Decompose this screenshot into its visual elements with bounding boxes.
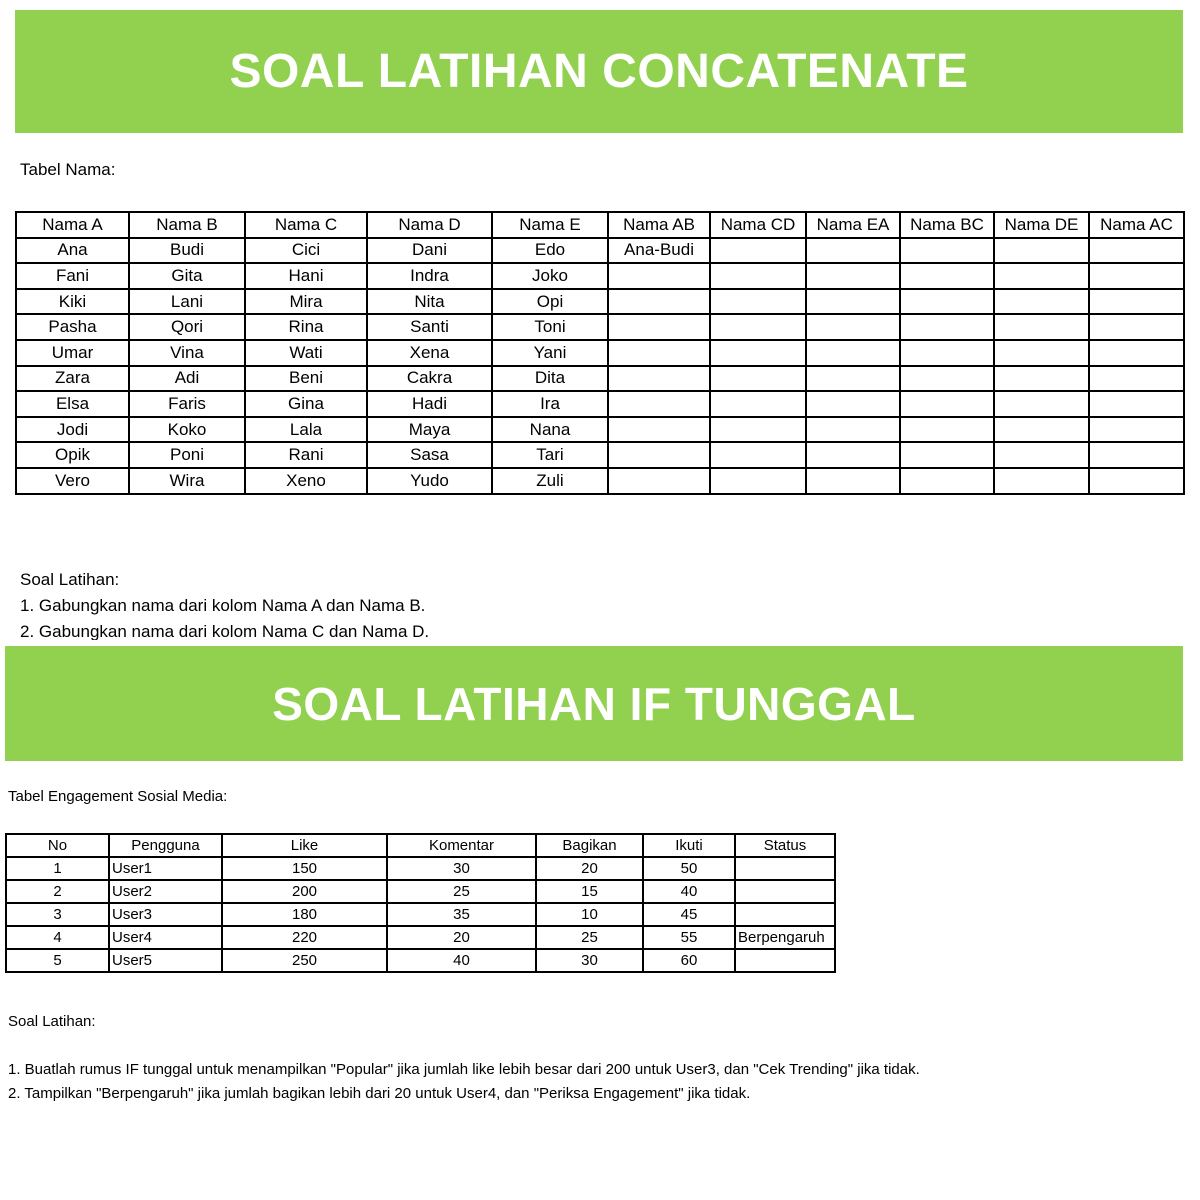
column-header: Nama A	[16, 212, 129, 238]
table-cell[interactable]: 30	[536, 949, 643, 972]
table-row	[16, 366, 1184, 392]
table-cell[interactable]: Fani	[16, 263, 129, 289]
table-cell[interactable]: 4	[6, 926, 109, 949]
table-header-row	[16, 212, 1184, 238]
table-cell[interactable]	[735, 949, 835, 972]
table-row	[16, 468, 1184, 494]
column-header: Nama DE	[994, 212, 1089, 238]
table-cell[interactable]	[806, 417, 900, 443]
column-header: Nama AC	[1089, 212, 1184, 238]
table-cell[interactable]	[994, 289, 1089, 315]
table-cell[interactable]: Lala	[245, 417, 367, 443]
table-cell[interactable]	[608, 417, 710, 443]
table-cell[interactable]: 15	[536, 880, 643, 903]
table-cell[interactable]	[710, 468, 806, 494]
table-cell[interactable]: 35	[387, 903, 536, 926]
table-cell[interactable]	[900, 417, 994, 443]
table-cell[interactable]: Rina	[245, 314, 367, 340]
table-cell[interactable]	[994, 442, 1089, 468]
exercise-2-2: 2. Tampilkan "Berpengaruh" jika jumlah bagikan lebih dari 20 untuk User4, dan "Periksa Engagement" jika tidak.	[8, 1085, 751, 1101]
table-row	[16, 442, 1184, 468]
table-cell[interactable]	[994, 340, 1089, 366]
table-cell[interactable]: Pasha	[16, 314, 129, 340]
column-header: Nama E	[492, 212, 608, 238]
table-row	[6, 949, 835, 972]
column-header: Nama CD	[710, 212, 806, 238]
table-cell[interactable]: Rani	[245, 442, 367, 468]
table-cell[interactable]	[710, 238, 806, 264]
table-cell[interactable]	[1089, 366, 1184, 392]
table-cell[interactable]	[806, 391, 900, 417]
table-cell[interactable]: Adi	[129, 366, 245, 392]
table-row	[6, 857, 835, 880]
table-cell[interactable]: Yani	[492, 340, 608, 366]
table-row	[16, 340, 1184, 366]
table-cell[interactable]: Gita	[129, 263, 245, 289]
table-header-row	[6, 834, 835, 857]
table-cell[interactable]	[806, 468, 900, 494]
table-cell[interactable]: Faris	[129, 391, 245, 417]
table-label-nama: Tabel Nama:	[20, 160, 116, 179]
table-cell[interactable]: 20	[387, 926, 536, 949]
table-row	[16, 391, 1184, 417]
table-row	[16, 238, 1184, 264]
table-cell[interactable]: Hani	[245, 263, 367, 289]
table-cell[interactable]: Toni	[492, 314, 608, 340]
table-cell[interactable]: Lani	[129, 289, 245, 315]
table-cell[interactable]: User4	[109, 926, 222, 949]
table-cell[interactable]: Cakra	[367, 366, 492, 392]
table-cell[interactable]	[994, 263, 1089, 289]
table-cell[interactable]: 220	[222, 926, 387, 949]
table-cell[interactable]	[1089, 314, 1184, 340]
table-label-engagement: Tabel Engagement Sosial Media:	[8, 788, 228, 805]
table-cell[interactable]	[806, 238, 900, 264]
table-cell[interactable]: Dita	[492, 366, 608, 392]
table-cell[interactable]: Jodi	[16, 417, 129, 443]
table-cell[interactable]	[900, 442, 994, 468]
table-cell[interactable]	[994, 417, 1089, 443]
column-header: Nama D	[367, 212, 492, 238]
table-cell[interactable]	[608, 391, 710, 417]
table-cell[interactable]: 20	[536, 857, 643, 880]
table-cell[interactable]	[710, 391, 806, 417]
table-cell[interactable]	[1089, 442, 1184, 468]
table-cell[interactable]: Wati	[245, 340, 367, 366]
table-cell[interactable]: Opik	[16, 442, 129, 468]
exercise-label-1: Soal Latihan:	[20, 570, 120, 589]
table-cell[interactable]: Qori	[129, 314, 245, 340]
table-cell[interactable]	[608, 442, 710, 468]
table-cell[interactable]: 150	[222, 857, 387, 880]
table-cell[interactable]: 180	[222, 903, 387, 926]
table-cell[interactable]	[710, 289, 806, 315]
table-cell[interactable]	[710, 263, 806, 289]
table-cell[interactable]	[608, 468, 710, 494]
engagement-table	[5, 833, 836, 973]
column-header: Komentar	[387, 834, 536, 857]
table-cell[interactable]	[1089, 289, 1184, 315]
table-cell[interactable]: Tari	[492, 442, 608, 468]
table-row	[16, 289, 1184, 315]
table-cell[interactable]: 25	[387, 880, 536, 903]
table-cell[interactable]: User1	[109, 857, 222, 880]
table-cell[interactable]: Yudo	[367, 468, 492, 494]
table-cell[interactable]	[735, 880, 835, 903]
table-cell[interactable]	[1089, 238, 1184, 264]
table-cell[interactable]: Vero	[16, 468, 129, 494]
table-cell[interactable]	[1089, 417, 1184, 443]
table-cell[interactable]: 250	[222, 949, 387, 972]
table-cell[interactable]: Opi	[492, 289, 608, 315]
table-cell[interactable]: 200	[222, 880, 387, 903]
table-cell[interactable]: Kiki	[16, 289, 129, 315]
table-cell[interactable]: Ira	[492, 391, 608, 417]
table-cell[interactable]: 55	[643, 926, 735, 949]
table-row	[16, 314, 1184, 340]
table-cell[interactable]	[994, 468, 1089, 494]
table-cell[interactable]: Zara	[16, 366, 129, 392]
table-cell[interactable]: 3	[6, 903, 109, 926]
table-cell[interactable]	[900, 366, 994, 392]
table-cell[interactable]: User5	[109, 949, 222, 972]
title-banner-if-tunggal: SOAL LATIHAN IF TUNGGAL	[5, 646, 1183, 761]
table-cell[interactable]	[735, 903, 835, 926]
table-row	[6, 926, 835, 949]
column-header: Nama B	[129, 212, 245, 238]
table-cell[interactable]	[710, 442, 806, 468]
table-cell[interactable]: Koko	[129, 417, 245, 443]
exercise-label-2: Soal Latihan:	[8, 1013, 96, 1030]
table-row	[6, 880, 835, 903]
table-cell[interactable]	[806, 289, 900, 315]
table-cell[interactable]: Zuli	[492, 468, 608, 494]
column-header: No	[6, 834, 109, 857]
table-cell[interactable]: 30	[387, 857, 536, 880]
table-cell[interactable]	[994, 238, 1089, 264]
table-cell[interactable]	[900, 340, 994, 366]
table-cell[interactable]: 50	[643, 857, 735, 880]
table-cell[interactable]	[806, 442, 900, 468]
table-cell[interactable]	[710, 340, 806, 366]
table-cell[interactable]: Nana	[492, 417, 608, 443]
table-cell[interactable]: User3	[109, 903, 222, 926]
table-cell[interactable]: Maya	[367, 417, 492, 443]
table-cell[interactable]	[735, 857, 835, 880]
table-cell[interactable]: Berpengaruh	[735, 926, 835, 949]
table-cell[interactable]: Beni	[245, 366, 367, 392]
table-cell[interactable]	[806, 314, 900, 340]
column-header: Nama EA	[806, 212, 900, 238]
table-cell[interactable]: 25	[536, 926, 643, 949]
table-cell[interactable]: Edo	[492, 238, 608, 264]
table-cell[interactable]: 5	[6, 949, 109, 972]
column-header: Ikuti	[643, 834, 735, 857]
table-cell[interactable]: Ana	[16, 238, 129, 264]
column-header: Bagikan	[536, 834, 643, 857]
table-cell[interactable]	[608, 366, 710, 392]
table-cell[interactable]: Santi	[367, 314, 492, 340]
column-header: Like	[222, 834, 387, 857]
table-cell[interactable]: 45	[643, 903, 735, 926]
table-cell[interactable]: Gina	[245, 391, 367, 417]
table-cell[interactable]: Nita	[367, 289, 492, 315]
table-cell[interactable]: Hadi	[367, 391, 492, 417]
table-cell[interactable]	[900, 289, 994, 315]
table-cell[interactable]: 2	[6, 880, 109, 903]
table-cell[interactable]	[900, 238, 994, 264]
exercise-1-2: 2. Gabungkan nama dari kolom Nama C dan Nama D.	[20, 622, 430, 640]
table-cell[interactable]: 40	[387, 949, 536, 972]
table-row	[6, 903, 835, 926]
table-cell[interactable]	[1089, 391, 1184, 417]
table-cell[interactable]	[608, 289, 710, 315]
table-cell[interactable]	[1089, 340, 1184, 366]
exercise-2-1: 1. Buatlah rumus IF tunggal untuk menampilkan "Popular" jika jumlah like lebih besar dari 200 untuk User3, dan "Cek Trending" jika tidak.	[8, 1061, 920, 1078]
table-cell[interactable]	[608, 263, 710, 289]
table-cell[interactable]	[994, 366, 1089, 392]
table-cell[interactable]: User2	[109, 880, 222, 903]
title-banner-concatenate: SOAL LATIHAN CONCATENATE	[15, 10, 1183, 133]
table-cell[interactable]: Elsa	[16, 391, 129, 417]
table-cell[interactable]	[1089, 263, 1184, 289]
table-cell[interactable]: Cici	[245, 238, 367, 264]
table-cell[interactable]	[900, 263, 994, 289]
exercise-1-1: 1. Gabungkan nama dari kolom Nama A dan Nama B.	[20, 596, 426, 615]
table-cell[interactable]	[710, 314, 806, 340]
column-header: Pengguna	[109, 834, 222, 857]
table-row	[16, 263, 1184, 289]
table-cell[interactable]	[994, 391, 1089, 417]
table-cell[interactable]: Poni	[129, 442, 245, 468]
table-cell[interactable]: Wira	[129, 468, 245, 494]
table-cell[interactable]	[806, 366, 900, 392]
table-cell[interactable]	[806, 263, 900, 289]
table-cell[interactable]	[608, 340, 710, 366]
table-cell[interactable]: Umar	[16, 340, 129, 366]
table-cell[interactable]	[710, 366, 806, 392]
table-cell[interactable]: Xena	[367, 340, 492, 366]
column-header: Nama BC	[900, 212, 994, 238]
table-cell[interactable]: Indra	[367, 263, 492, 289]
table-cell[interactable]	[900, 391, 994, 417]
table-cell[interactable]: 60	[643, 949, 735, 972]
table-cell[interactable]	[710, 417, 806, 443]
table-cell[interactable]: 1	[6, 857, 109, 880]
column-header: Nama C	[245, 212, 367, 238]
table-cell[interactable]: Sasa	[367, 442, 492, 468]
table-row	[16, 417, 1184, 443]
table-cell[interactable]: Budi	[129, 238, 245, 264]
table-cell[interactable]: Vina	[129, 340, 245, 366]
table-cell[interactable]	[900, 314, 994, 340]
column-header: Status	[735, 834, 835, 857]
table-cell[interactable]: Ana-Budi	[608, 238, 710, 264]
table-cell[interactable]	[806, 340, 900, 366]
table-cell[interactable]: 10	[536, 903, 643, 926]
table-cell[interactable]: Dani	[367, 238, 492, 264]
table-cell[interactable]: Xeno	[245, 468, 367, 494]
table-cell[interactable]	[1089, 468, 1184, 494]
column-header: Nama AB	[608, 212, 710, 238]
table-cell[interactable]: Mira	[245, 289, 367, 315]
table-cell[interactable]: Joko	[492, 263, 608, 289]
table-cell[interactable]	[900, 468, 994, 494]
table-cell[interactable]	[994, 314, 1089, 340]
nama-table	[15, 211, 1185, 495]
table-cell[interactable]: 40	[643, 880, 735, 903]
table-cell[interactable]	[608, 314, 710, 340]
